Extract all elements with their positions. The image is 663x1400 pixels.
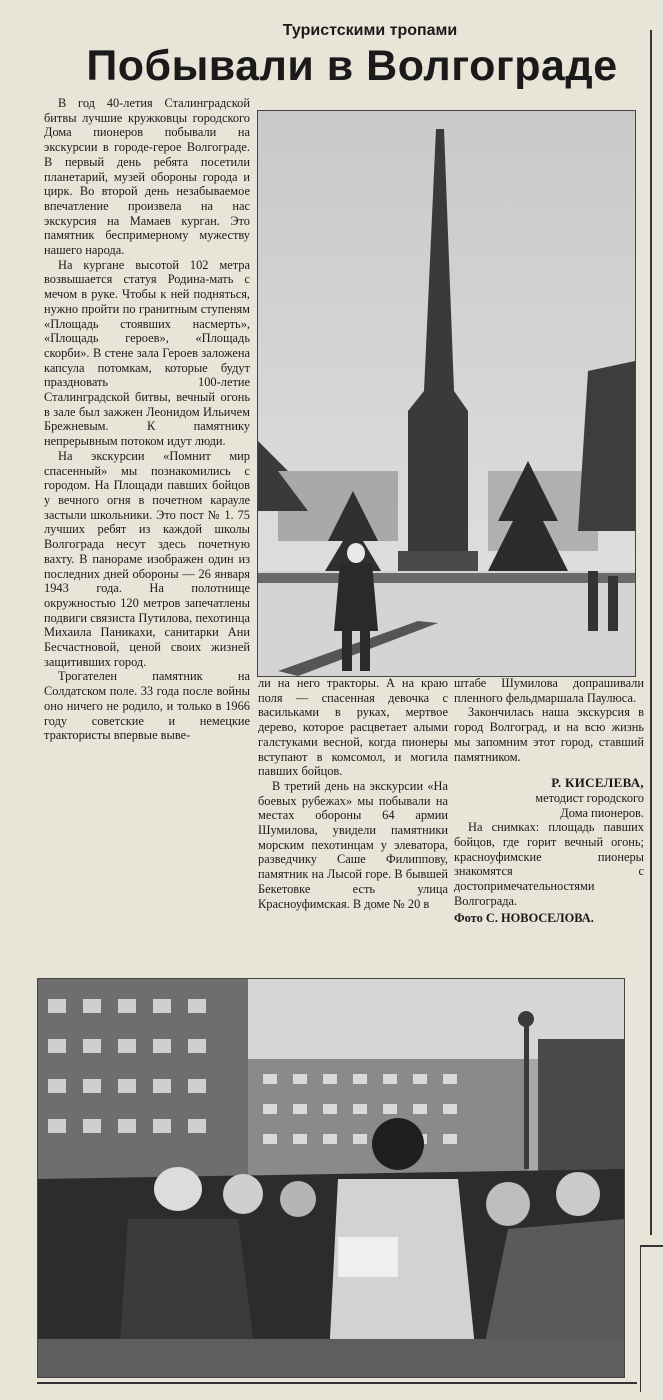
obelisk-photo-image (258, 111, 635, 676)
paragraph: штабе Шумилова допрашивали пленного фельдмаршала Паулюса. (454, 676, 644, 705)
article-column-3 (454, 676, 644, 925)
paragraph: В год 40-летия Сталинградской битвы лучшие кружковцы городского Дома пионеров побывали на экскурсии в городе-герое Волгограде. В первый день ребята посетили планетарий, музей обороны города и цирк. Во второй день незабываемое впечатление произвела на нас экскурсия на Мамаев курган. Это памятник беспримерному мужеству нашего народа. (44, 96, 250, 258)
author-role: методист городского (535, 790, 644, 805)
photo-captions: На снимках: площадь павших бойцов, где горит вечный огонь; красноуфимские пионеры знакомятся с достопримечательностями Волгограда. (454, 820, 644, 908)
paragraph: В третий день на экскурсии «На боевых рубежах» мы побывали на местах обороны 64 армии Шумилова, увидели памятники морским пехотинцам у элеватора, разведчику Саше Филиппову, памятник на Лысой горе. В бывшей Бекетовке есть улица Красноуфимская. В доме № 20 в (258, 778, 448, 911)
author-organization: Дома пионеров. (560, 805, 644, 820)
article-headline: Побывали в Волгограде (86, 42, 618, 90)
photo-obelisk (257, 110, 636, 677)
rubric-heading: Туристскими тропами (282, 22, 458, 39)
paragraph: ли на него тракторы. А на краю поля — спасенная девочка с васильками в руках, мертвое дерево, которое расцветает алыми галстуками весной, когда пионеры вступают в комсомол, и могила павших бойцов. (258, 676, 448, 779)
paragraph: На экскурсии «Помнит мир спасенный» мы познакомились с городом. На Площади павших бойцов у вечного огня в почетном карауле застыли школьники. Это пост № 1. 75 лучших ребят из каждой школы Волгограда несут здесь почетную вахту. В панораме изображен один из последних дней обороны — 26 января 1943 года. На полотнище окружностью 120 метров запечатлены подвиги связиста Путилова, пехотинца Михаила Паникахи, санитарки Ани Бесчастновой, ценой своих жизней защитивших город. (44, 448, 250, 669)
paragraph: Трогателен памятник на Солдатском поле. 33 года после войны оно ничего не родило, и только в 1966 году советские и немецкие трактористы впервые выве- (44, 669, 250, 743)
paragraph: Закончилась наша экскурсия в город Волгоград, и на всю жизнь мы запомним этот город, ставший памятником. (454, 705, 644, 764)
adjacent-article-border (650, 30, 663, 1235)
photo-pioneers (37, 978, 625, 1378)
bottom-rule (37, 1382, 637, 1384)
pioneers-photo-image (38, 979, 624, 1377)
author-name: Р. КИСЕЛЕВА, (551, 775, 644, 791)
photo-credit: Фото С. НОВОСЕЛОВА. (454, 910, 594, 925)
article-column-2 (258, 676, 448, 911)
paragraph: На кургане высотой 102 метра возвышается статуя Родина-мать с мечом в руке. Чтобы к ней подняться, нужно пройти по гранитным ступеням «Площадь стоявших насмерть», «Площадь героев», «Площадь скорби». В стене зала Героев заложена капсула потомкам, которые будут праздновать 100-летие Сталинградской битвы, вечный огонь в зале был зажжен Леонидом Ильичем Брежневым. К памятнику непрерывным потоком идут люди. (44, 257, 250, 449)
adjacent-schedule-border (640, 1245, 663, 1392)
article-column-1 (44, 96, 250, 743)
